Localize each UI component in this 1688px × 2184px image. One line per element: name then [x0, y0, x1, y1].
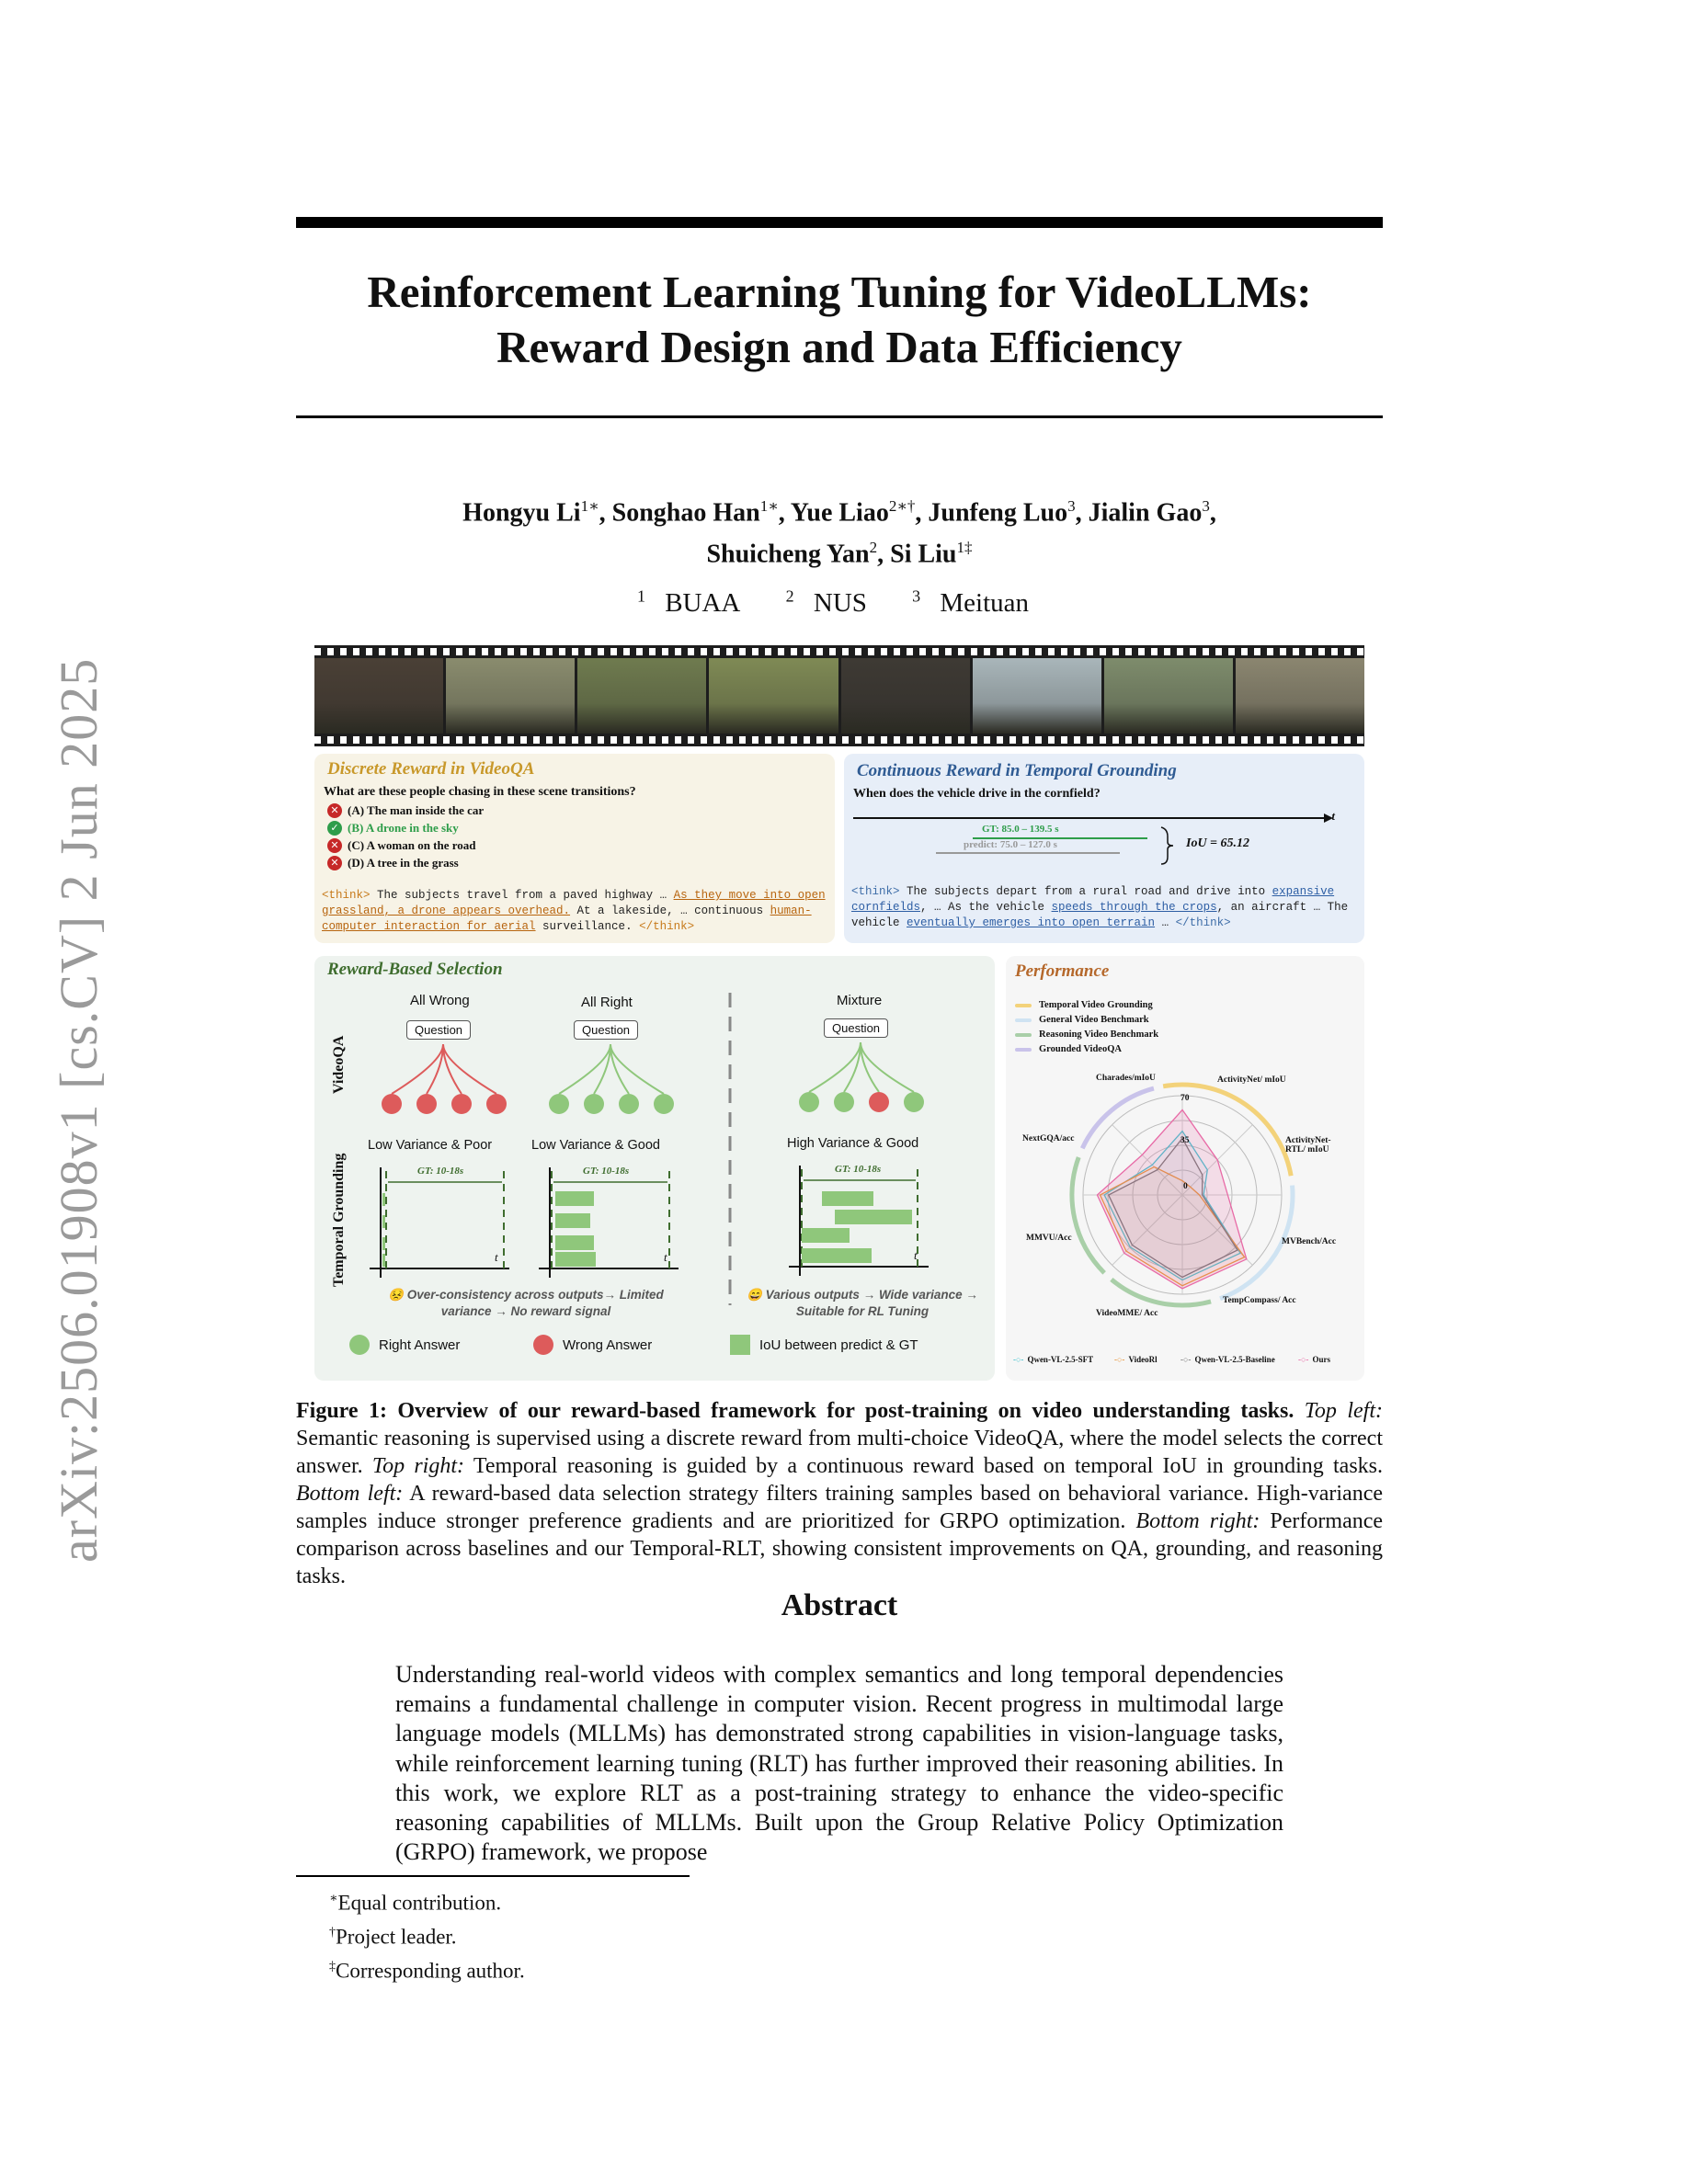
paper-title	[296, 265, 1383, 375]
video-frame	[446, 658, 575, 734]
legend-wrong-answer	[533, 1335, 652, 1355]
model-legend-item	[1180, 1355, 1275, 1364]
legend-label: IoU between predict & GT	[759, 1337, 918, 1353]
think-tag: <think>	[851, 885, 900, 898]
think-tag: </think>	[639, 920, 695, 933]
radar-series-ours	[1097, 1109, 1246, 1288]
col-title-all-right: All Right	[581, 995, 633, 1010]
author-name: Junfeng Luo	[928, 498, 1068, 528]
footnote-text: Project leader.	[336, 1925, 457, 1949]
video-frame	[1236, 658, 1364, 734]
group-swatch	[1015, 1018, 1032, 1022]
model-legend-item	[1013, 1355, 1093, 1364]
author-name: Songhao Han	[611, 498, 760, 528]
video-filmstrip	[314, 645, 1364, 746]
author-line-2: Shuicheng Yan$^2$, Si Liu$^{1\ddagger}$	[706, 539, 973, 569]
note-various-outputs: 😄 Various outputs → Wide variance → Suitable for RL Tuning	[747, 1288, 978, 1318]
wrong-answer-dot	[451, 1094, 472, 1114]
check-icon: ✓	[327, 821, 342, 836]
radar-axis-label: VideoMME/ Acc	[1096, 1309, 1158, 1318]
radar-tick-label: 70	[1180, 1094, 1190, 1103]
film-perforations-top	[314, 648, 1364, 655]
footnote	[329, 1952, 525, 1986]
circle-marker-icon: -○-	[1114, 1355, 1125, 1364]
author-name: Jialin Gao	[1088, 498, 1203, 528]
video-frame	[314, 658, 443, 734]
think-span: The subjects depart from a rural road and drive into	[899, 885, 1272, 898]
col-sub-low-good: Low Variance & Good	[531, 1138, 660, 1153]
wrong-answer-dot	[869, 1092, 889, 1112]
question-box: Question	[574, 1020, 638, 1040]
footnote-sup: †	[329, 1926, 336, 1940]
question-box: Question	[824, 1018, 888, 1038]
brace	[1161, 827, 1173, 864]
model-legend-item	[1114, 1355, 1158, 1364]
gt-label: GT: 10-18s	[583, 1166, 630, 1177]
think-span: At a lakeside, … continuous	[570, 904, 770, 917]
group-swatch	[1015, 1033, 1032, 1037]
right-answer-dot	[799, 1092, 819, 1112]
affiliation-sup: 1	[636, 586, 645, 605]
caption-label: Figure 1: Overview of our reward-based framework for post-training on video understanding tasks.	[296, 1399, 1295, 1423]
affiliation-name: BUAA	[665, 587, 741, 618]
circle-marker-icon: -○-	[1298, 1355, 1309, 1364]
caption-sublabel: Bottom left:	[296, 1482, 404, 1506]
think-highlight: human-computer interaction for aerial	[322, 904, 812, 933]
legend-label: Right Answer	[379, 1337, 461, 1353]
axis-t-label: t	[664, 1250, 667, 1264]
author-sup: 1∗	[759, 497, 779, 515]
think-highlight: As they move into open grassland, a drone appears overhead.	[322, 889, 826, 917]
row-label-videoqa: VideoQA	[331, 1035, 347, 1094]
reward-selection-panel	[314, 956, 995, 1381]
legend-label: Wrong Answer	[563, 1337, 653, 1353]
radar-axis-label: MVBench/Acc	[1282, 1237, 1337, 1246]
figure-1	[314, 645, 1364, 1388]
right-answer-dot	[549, 1094, 569, 1114]
title-line-2: Reward Design and Data Efficiency	[496, 322, 1182, 372]
right-answer-dot	[584, 1094, 604, 1114]
figure-caption	[296, 1397, 1383, 1590]
note-over-consistency: 😣 Over-consistency across outputs→ Limited variance → No reward signal	[388, 1288, 664, 1318]
green-dot-icon	[349, 1335, 370, 1355]
col-sub-low-poor: Low Variance & Poor	[368, 1138, 493, 1153]
affiliation-name: NUS	[813, 587, 867, 618]
option-text: (A) The man inside the car	[348, 803, 485, 817]
question-box: Question	[406, 1020, 471, 1040]
video-frames	[314, 658, 1364, 734]
radar-axis-label: Charades/mIoU	[1096, 1074, 1156, 1083]
performance-title: Performance	[1015, 961, 1110, 981]
group-legend-item	[1015, 1029, 1158, 1040]
author-sup: 1∗	[580, 497, 599, 515]
author-name: Si Liu	[890, 540, 957, 569]
radar-axis-label: ActivityNet-RTL/ mIoU	[1285, 1136, 1331, 1155]
option-text: (B) A drone in the sky	[348, 821, 459, 835]
continuous-think-text	[851, 884, 1359, 931]
think-span: …	[1155, 916, 1176, 929]
gt-label: GT: 85.0 – 139.5 s	[982, 824, 1059, 835]
axis-t-label: t	[495, 1250, 498, 1264]
radar-axis-label: TempCompass/ Acc	[1223, 1296, 1296, 1305]
affiliation-name: Meituan	[940, 587, 1030, 618]
author-name: Yue Liao	[790, 498, 889, 528]
timeline-t-label: t	[1331, 809, 1335, 823]
axis-t-label: t	[914, 1248, 918, 1262]
author-sup: 2	[869, 539, 878, 557]
video-frame	[577, 658, 706, 734]
group-legend-item	[1015, 1015, 1149, 1025]
circle-marker-icon: -○-	[1013, 1355, 1024, 1364]
title-top-rule	[296, 217, 1383, 228]
affiliations	[296, 586, 1383, 619]
group-legend-item	[1015, 1000, 1153, 1010]
abstract-text: Understanding real-world videos with complex semantics and long temporal dependencies remains a fundamental challenge in computer vision. Recent progress in multimodal large language models (MLLMs) has demonstrated strong capabilities in vision-language tasks, while reinforcement learning tuning (RLT) has further improved their reasoning abilities. In this work, we explore RLT as a post-training strategy to enhance the video-specific reasoning capabilities of MLLMs. Built upon the Group Relative Policy Optimization (GRPO) framework, we propose	[395, 1661, 1283, 1866]
col-title-all-wrong: All Wrong	[410, 993, 470, 1008]
caption-sublabel: Top right:	[371, 1454, 464, 1478]
selection-title: Reward-Based Selection	[327, 960, 503, 979]
red-dot-icon	[533, 1335, 553, 1355]
think-span: , an aircraft … The vehicle	[851, 901, 1349, 929]
think-tag: </think>	[1175, 916, 1231, 929]
think-span: , … As the vehicle	[920, 901, 1052, 914]
radar-tick-label: 0	[1183, 1182, 1188, 1191]
think-highlight: speeds through the crops	[1051, 901, 1217, 914]
option-b	[327, 821, 459, 836]
option-a	[327, 803, 484, 818]
wrong-answer-dot	[382, 1094, 402, 1114]
think-highlight: eventually emerges into open terrain	[907, 916, 1156, 929]
wrong-answer-dot	[416, 1094, 437, 1114]
option-text: (C) A woman on the road	[348, 838, 476, 852]
think-highlight: expansive cornfields	[851, 885, 1335, 914]
option-c	[327, 838, 476, 853]
discrete-question: What are these people chasing in these scene transitions?	[324, 785, 636, 799]
group-arc	[1072, 1157, 1104, 1273]
model-label: Qwen-VL-2.5-SFT	[1027, 1355, 1094, 1364]
wrong-answer-dot	[486, 1094, 507, 1114]
discrete-think-text	[322, 888, 827, 935]
footnotes	[329, 1884, 525, 1986]
caption-sublabel: Top left:	[1304, 1399, 1384, 1423]
option-text: (D) A tree in the grass	[348, 856, 459, 870]
option-d	[327, 856, 459, 870]
film-perforations-bottom	[314, 736, 1364, 744]
author-name: Hongyu Li	[462, 498, 581, 528]
video-frame	[1104, 658, 1233, 734]
model-label: Qwen-VL-2.5-Baseline	[1194, 1355, 1275, 1364]
group-label: Temporal Video Grounding	[1039, 1000, 1153, 1010]
wrong-icon: ✕	[327, 838, 342, 853]
author-sup: 1‡	[956, 539, 973, 557]
radar-tick-label: 35	[1180, 1136, 1190, 1145]
predict-label: predict: 75.0 – 127.0 s	[964, 839, 1057, 850]
title-line-1: Reinforcement Learning Tuning for VideoLLMs:	[367, 267, 1312, 317]
iou-label: IoU = 65.12	[1186, 836, 1250, 850]
group-legend-item	[1015, 1044, 1122, 1054]
video-frame	[973, 658, 1101, 734]
author-sup: 3	[1202, 497, 1210, 515]
author-list	[296, 489, 1383, 573]
think-span: surveillance.	[535, 920, 640, 933]
continuous-reward-panel	[844, 754, 1364, 943]
right-answer-dot	[619, 1094, 639, 1114]
group-arc	[1082, 1088, 1154, 1148]
wrong-icon: ✕	[327, 856, 342, 870]
performance-panel	[1006, 956, 1364, 1381]
footnote-rule	[296, 1875, 690, 1877]
row-label-grounding: Temporal Grounding	[331, 1153, 347, 1287]
think-span: The subjects travel from a paved highway …	[370, 889, 674, 902]
footnote-sup: ‡	[329, 1960, 336, 1974]
caption-text: Semantic reasoning is supervised using a discrete reward from multi-choice VideoQA, where the model selects the correct answer.	[296, 1427, 1383, 1478]
think-tag: <think>	[322, 889, 371, 902]
gt-label: GT: 10-18s	[417, 1166, 464, 1177]
caption-sublabel: Bottom right:	[1135, 1509, 1260, 1533]
model-legend-item	[1298, 1355, 1330, 1364]
author-line-1: Hongyu $Li^{1∗}$, Songhao Han$^{1∗}$, Yue Liao$^{2∗\dagger}$, Junfeng Luo$^3$, Jialin Gao$^3$,	[462, 497, 1216, 528]
caption-text: Performance comparison across baselines and our Temporal-RLT, showing consistent improvements on QA, grounding, and reasoning tasks.	[296, 1509, 1384, 1588]
discrete-reward-title: Discrete Reward in VideoQA	[327, 759, 535, 779]
discrete-reward-panel	[314, 754, 835, 943]
footnote	[329, 1918, 525, 1952]
author-sup: 2∗†	[888, 497, 916, 515]
video-frame	[841, 658, 970, 734]
video-frame	[709, 658, 838, 734]
affiliation	[637, 588, 753, 618]
continuous-question: When does the vehicle drive in the cornfield?	[853, 787, 1101, 801]
right-answer-dot	[654, 1094, 674, 1114]
footnote-text: Equal contribution.	[337, 1891, 502, 1915]
footnote	[329, 1884, 525, 1918]
col-sub-high-good: High Variance & Good	[787, 1136, 919, 1151]
affiliation	[786, 588, 880, 618]
legend-iou	[730, 1335, 918, 1355]
group-label: Grounded VideoQA	[1039, 1044, 1122, 1054]
continuous-reward-title: Continuous Reward in Temporal Grounding	[857, 761, 1177, 780]
right-answer-dot	[834, 1092, 854, 1112]
radar-axis-label: NextGQA/acc	[1022, 1134, 1075, 1143]
author-name: Shuicheng Yan	[706, 540, 870, 569]
abstract-heading: Abstract	[781, 1588, 898, 1622]
caption-text: A reward-based data selection strategy filters training samples based on behavioral variance. High-variance samples induce stronger preference gradients and are prioritized for GRPO optimization.	[296, 1482, 1383, 1533]
radar-axis-label: ActivityNet/ mIoU	[1217, 1075, 1286, 1085]
right-answer-dot	[904, 1092, 924, 1112]
radar-axis-label: MMVU/Acc	[1026, 1234, 1072, 1243]
group-label: Reasoning Video Benchmark	[1039, 1029, 1159, 1040]
group-swatch	[1015, 1004, 1032, 1007]
temporal-timeline	[844, 809, 1364, 882]
green-square-icon	[730, 1335, 750, 1355]
affiliation	[912, 588, 1042, 618]
model-label: Ours	[1312, 1355, 1330, 1364]
caption-text: Temporal reasoning is guided by a continuous reward based on temporal IoU in grounding tasks.	[473, 1454, 1383, 1478]
wrong-icon: ✕	[327, 803, 342, 818]
circle-marker-icon: -○-	[1180, 1355, 1192, 1364]
legend-right-answer	[349, 1335, 460, 1355]
model-label: VideoRl	[1128, 1355, 1158, 1364]
author-sup: 3	[1067, 497, 1076, 515]
group-label: General Video Benchmark	[1039, 1015, 1149, 1025]
col-title-mixture: Mixture	[837, 993, 883, 1008]
arxiv-stamp: arXiv:2506.01908v1 [cs.CV] 2 Jun 2025	[49, 657, 108, 1563]
footnote-text: Corresponding author.	[336, 1959, 525, 1983]
gt-label: GT: 10-18s	[835, 1164, 882, 1175]
group-swatch	[1015, 1048, 1032, 1052]
affiliation-sup: 3	[912, 586, 921, 605]
footnote-sup: ∗	[329, 1892, 338, 1905]
affiliation-sup: 2	[785, 586, 794, 605]
title-bottom-rule	[296, 415, 1383, 418]
